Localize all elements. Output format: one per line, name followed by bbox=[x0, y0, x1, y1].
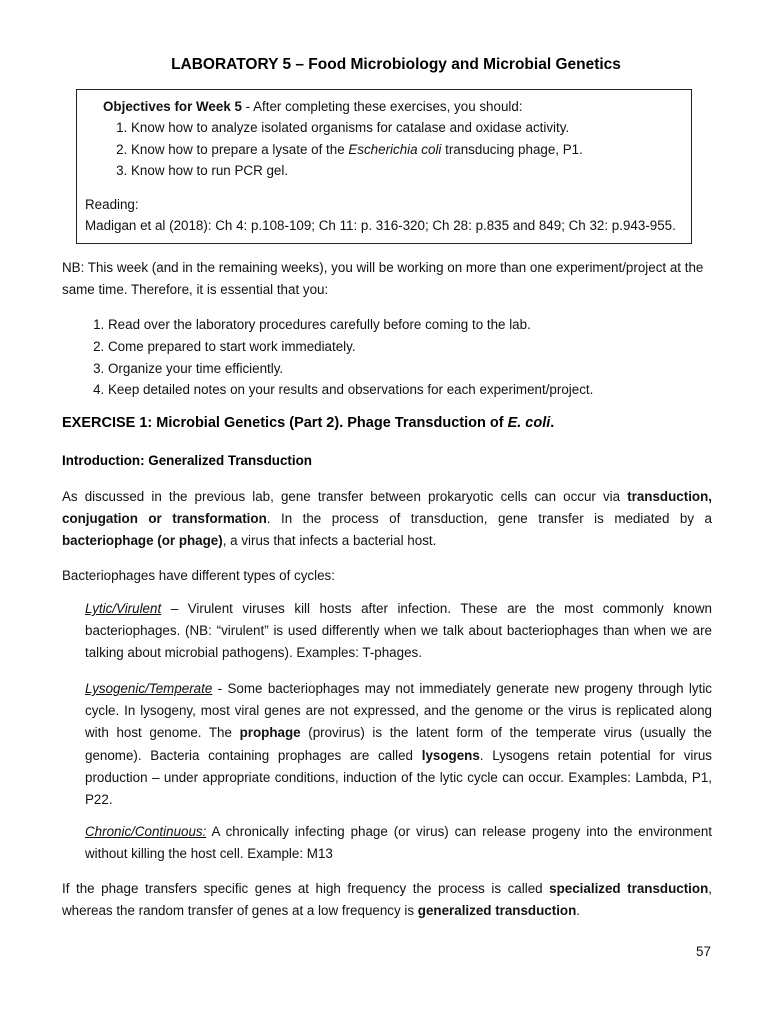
step-item: 2. Come prepared to start work immediately. bbox=[108, 336, 593, 358]
steps-list bbox=[62, 314, 593, 401]
intro-heading: Introduction: Generalized Transduction bbox=[62, 453, 312, 468]
nb-paragraph: NB: This week (and in the remaining weeks), you will be working on more than one experiment/project at the same time. Therefore, it is essential that you: bbox=[62, 260, 704, 297]
reading-label: Reading: bbox=[85, 197, 139, 212]
page-number: 57 bbox=[696, 944, 711, 959]
chronic-paragraph: Chronic/Continuous: A chronically infecting phage (or virus) can release progeny into the environment without killing the host cell. Example: M13 bbox=[85, 824, 712, 862]
step-item: 3. Organize your time efficiently. bbox=[108, 358, 593, 380]
transduction-paragraph: As discussed in the previous lab, gene transfer between prokaryotic cells can occur via transduction, conjugation or transformation. In the process of transduction, gene transfer is mediated by a bacteriophage (or phage), a virus that infects a bacterial host. bbox=[62, 489, 712, 548]
objectives-list bbox=[97, 117, 583, 182]
objectives-heading: Objectives for Week 5 - After completing these exercises, you should: bbox=[103, 99, 523, 114]
objective-item: 2. Know how to prepare a lysate of the Escherichia coli transducing phage, P1. bbox=[131, 139, 583, 161]
reading-text: Madigan et al (2018): Ch 4: p.108-109; Ch 11: p. 316-320; Ch 28: p.835 and 849; Ch 32: p.943-955. bbox=[85, 218, 676, 233]
step-item: 4. Keep detailed notes on your results and observations for each experiment/project. bbox=[108, 379, 593, 401]
cycles-intro: Bacteriophages have different types of cycles: bbox=[62, 568, 335, 583]
specialized-paragraph: If the phage transfers specific genes at high frequency the process is called specialized transduction, whereas the random transfer of genes at a low frequency is generalized transduction. bbox=[62, 881, 712, 918]
objective-item: 3. Know how to run PCR gel. bbox=[131, 160, 583, 182]
page-title: LABORATORY 5 – Food Microbiology and Microbial Genetics bbox=[171, 56, 621, 73]
objective-item: 1. Know how to analyze isolated organisms for catalase and oxidase activity. bbox=[131, 117, 583, 139]
exercise-heading: EXERCISE 1: Microbial Genetics (Part 2). Phage Transduction of E. coli. bbox=[62, 415, 555, 431]
lytic-paragraph: Lytic/Virulent – Virulent viruses kill hosts after infection. These are the most commonly known bacteriophages. (NB: “virulent” is used differently when we talk about bacteriophages than when we are talking about microbial pathogens). Examples: T-phages. bbox=[85, 601, 712, 661]
step-item: 1. Read over the laboratory procedures carefully before coming to the lab. bbox=[108, 314, 593, 336]
lysogenic-paragraph: Lysogenic/Temperate - Some bacteriophages may not immediately generate new progeny through lytic cycle. In lysogeny, most viral genes are not expressed, and the genome or the virus is replicated along with host genome. The prophage (provirus) is the latent form of the temperate virus (usually the genome). Bacteria containing prophages are called lysogens. Lysogens retain potential for virus production – under appropriate conditions, induction of the lytic cycle can occur. Examples: Lambda, P1, P22. bbox=[85, 681, 712, 808]
objectives-box bbox=[76, 89, 692, 244]
